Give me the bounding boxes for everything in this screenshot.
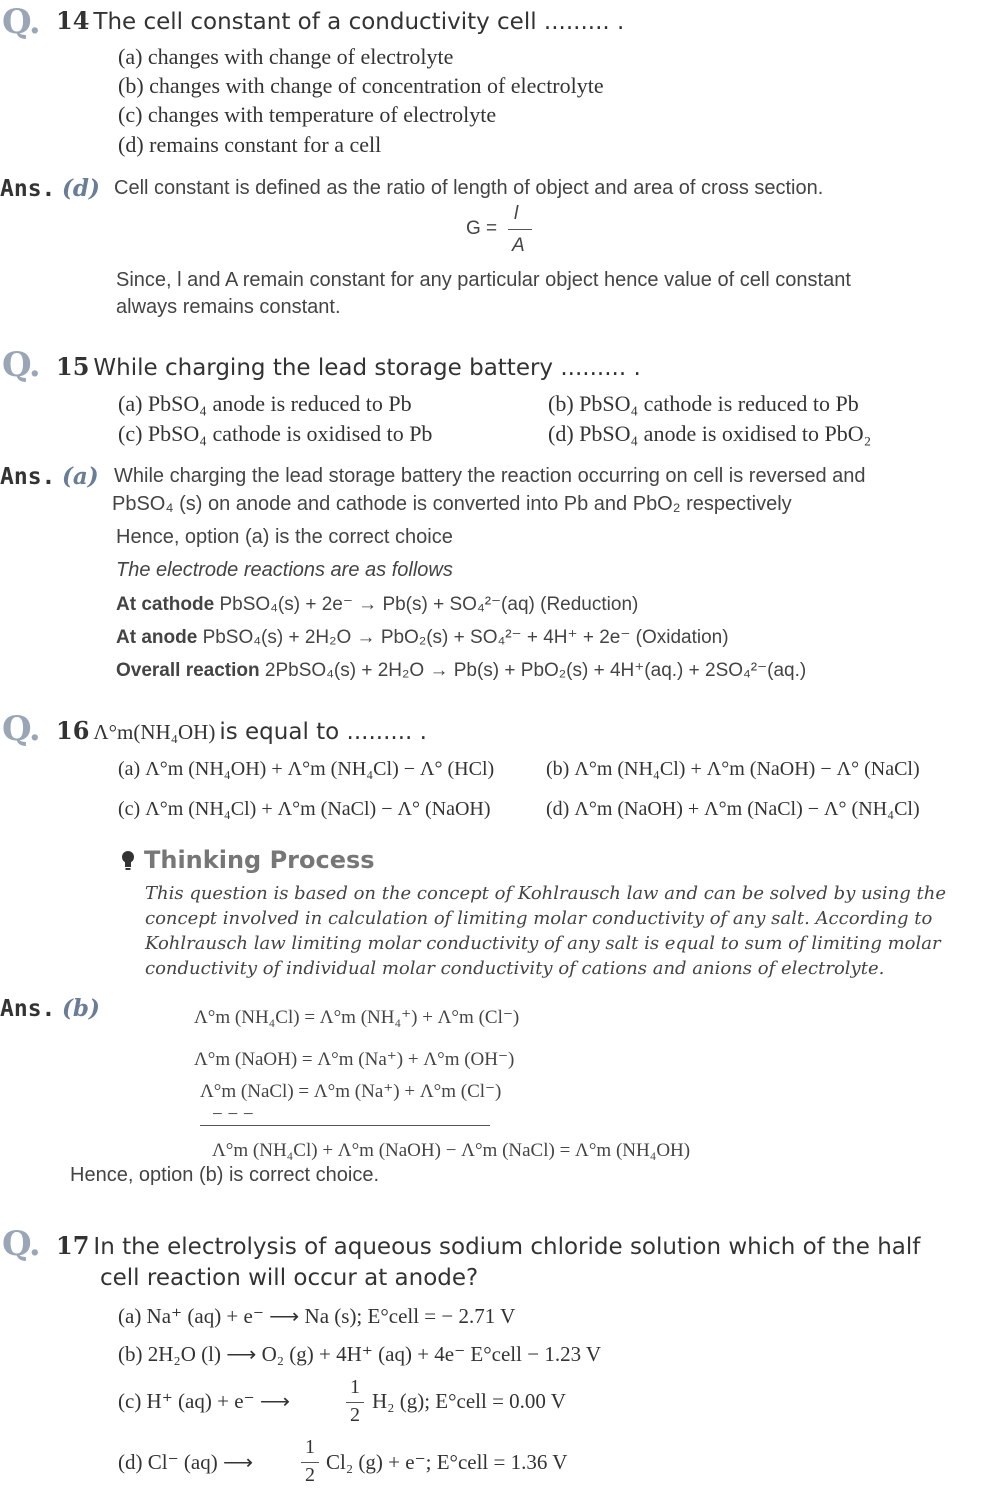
- q14-heading: [56, 6, 624, 35]
- half-numerator: 1: [305, 1436, 315, 1458]
- q15-question: While charging the lead storage battery ......... .: [93, 355, 641, 381]
- q16-result-equation: Λ°m (NH₄Cl) + Λ°m (NaOH) − Λ°m (NaCl) = Λ°m (NH₄OH): [212, 1140, 691, 1161]
- q14-answer-letter: (d): [62, 175, 100, 202]
- q15-answer-line-2: PbSO₄ (s) on anode and cathode is converted into Pb and PbO₂ respectively: [112, 493, 792, 515]
- q15-answer-line-4: The electrode reactions are as follows: [116, 559, 453, 581]
- q17-option-c: (c) H⁺ (aq) + e⁻ ⟶: [118, 1389, 290, 1413]
- q17-option-d-tail: Cl₂ (g) + e⁻; E°cell = 1.36 V: [326, 1450, 568, 1474]
- cathode-label: At cathode: [116, 594, 215, 615]
- q14-formula-lhs: G =: [466, 218, 498, 239]
- q15-option-d: (d) PbSO₄ anode is oxidised to PbO₂: [548, 421, 872, 446]
- q17-option-a: (a) Na⁺ (aq) + e⁻ ⟶ Na (s); E°cell = − 2.71 V: [118, 1304, 516, 1328]
- q14-option-c: (c) changes with temperature of electrolyte: [118, 102, 497, 127]
- thinking-process-line: This question is based on the concept of Kohlrausch law and can be solved by using the: [145, 883, 946, 904]
- q17-question-line-1: In the electrolysis of aqueous sodium chloride solution which of the half: [93, 1234, 921, 1260]
- q17-label: Q.: [2, 1224, 40, 1264]
- q14-label: Q.: [2, 2, 40, 42]
- q16-option-a: (a) Λ°m (NH₄OH) + Λ°m (NH₄Cl) − Λ° (HCl): [118, 758, 495, 780]
- q16-answer-label: Ans.: [0, 996, 56, 1022]
- q14-formula-numerator: l: [514, 203, 519, 224]
- q14-option-a: (a) changes with change of electrolyte: [118, 44, 454, 69]
- thinking-process-heading: Thinking Process: [144, 846, 375, 874]
- q16-option-b: (b) Λ°m (NH₄Cl) + Λ°m (NaOH) − Λ° (NaCl): [546, 758, 920, 780]
- q17-question-line-2: cell reaction will occur at anode?: [100, 1265, 479, 1291]
- half-fraction-bar: [346, 1402, 364, 1403]
- q15-label: Q.: [2, 345, 40, 385]
- half-denominator: 2: [350, 1404, 360, 1426]
- q17-option-c-tail: H₂ (g); E°cell = 0.00 V: [372, 1389, 566, 1413]
- thinking-process-line: concept involved in calculation of limiting molar conductivity of any salt. According to: [145, 908, 933, 929]
- lightbulb-icon: [118, 848, 138, 874]
- half-numerator: 1: [350, 1376, 360, 1398]
- q16-minus-signs: − − −: [212, 1104, 254, 1125]
- q16-answer-letter: (b): [62, 995, 100, 1022]
- q15-option-c: (c) PbSO₄ cathode is oxidised to Pb: [118, 421, 433, 446]
- q14-explanation-2: always remains constant.: [116, 296, 341, 318]
- q14-explanation-1: Since, l and A remain constant for any particular object hence value of cell constant: [116, 269, 851, 291]
- q15-option-b: (b) PbSO₄ cathode is reduced to Pb: [548, 391, 859, 416]
- q15-answer-label: Ans.: [0, 464, 56, 490]
- q16-label: Q.: [2, 709, 40, 749]
- q14-number: 14: [56, 6, 90, 35]
- q15-heading: [56, 352, 641, 381]
- anode-equation: PbSO₄(s) + 2H₂O → PbO₂(s) + SO₄²⁻ + 4H⁺ + 2e⁻ (Oxidation): [202, 627, 729, 648]
- q14-answer-text: Cell constant is defined as the ratio of length of object and area of cross section.: [114, 177, 824, 199]
- q16-question: is equal to ......... .: [219, 719, 427, 745]
- half-fraction-bar: [301, 1462, 319, 1463]
- q16-equation-2: Λ°m (NaOH) = Λ°m (Na⁺) + Λ°m (OH⁻): [194, 1049, 515, 1070]
- q14-option-b: (b) changes with change of concentration of electrolyte: [118, 73, 604, 98]
- q16-option-d: (d) Λ°m (NaOH) + Λ°m (NaCl) − Λ° (NH₄Cl): [546, 798, 920, 820]
- q16-number: 16: [56, 716, 90, 745]
- q15-cathode-reaction: [116, 593, 638, 616]
- q14-option-d: (d) remains constant for a cell: [118, 132, 382, 157]
- q15-answer-letter: (a): [62, 463, 99, 490]
- q15-answer-line-1: While charging the lead storage battery the reaction occurring on cell is reversed and: [114, 465, 866, 487]
- thinking-process-line: conductivity of individual molar conductivity of cations and anions of electrolyte.: [145, 958, 885, 979]
- q14-formula-denominator: A: [512, 235, 525, 256]
- thinking-process-line: Kohlrausch law limiting molar conductivity of any salt is equal to sum of limiting molar: [145, 933, 941, 954]
- anode-label: At anode: [116, 627, 198, 648]
- cathode-equation: PbSO₄(s) + 2e⁻ → Pb(s) + SO₄²⁻(aq) (Reduction): [219, 594, 639, 615]
- q16-conclusion: Hence, option (b) is correct choice.: [70, 1164, 380, 1186]
- q17-option-b: (b) 2H₂O (l) ⟶ O₂ (g) + 4H⁺ (aq) + 4e⁻ E°cell − 1.23 V: [118, 1342, 602, 1366]
- q17-option-d: (d) Cl⁻ (aq) ⟶: [118, 1450, 254, 1474]
- q16-option-c: (c) Λ°m (NH₄Cl) + Λ°m (NaCl) − Λ° (NaOH): [118, 798, 491, 820]
- q16-symbol: Λ°m(NH₄OH): [93, 720, 216, 744]
- q16-equation-3: Λ°m (NaCl) = Λ°m (Na⁺) + Λ°m (Cl⁻): [200, 1081, 502, 1102]
- sum-rule: [200, 1125, 490, 1126]
- q15-anode-reaction: [116, 626, 729, 649]
- overall-equation: 2PbSO₄(s) + 2H₂O → Pb(s) + PbO₂(s) + 4H⁺(aq.) + 2SO₄²⁻(aq.): [264, 660, 807, 681]
- q16-equation-1: Λ°m (NH₄Cl) = Λ°m (NH₄⁺) + Λ°m (Cl⁻): [194, 1007, 520, 1028]
- q14-question: The cell constant of a conductivity cell ......... .: [93, 9, 625, 35]
- q15-overall-reaction: [116, 659, 806, 682]
- q15-number: 15: [56, 352, 90, 381]
- q15-answer-line-3: Hence, option (a) is the correct choice: [116, 526, 453, 548]
- overall-label: Overall reaction: [116, 660, 260, 681]
- q15-option-a: (a) PbSO₄ anode is reduced to Pb: [118, 391, 412, 416]
- half-denominator: 2: [305, 1464, 315, 1486]
- q16-heading: [56, 716, 427, 745]
- q17-heading: [56, 1231, 920, 1260]
- q14-answer-label: Ans.: [0, 176, 56, 202]
- q17-number: 17: [56, 1231, 90, 1260]
- fraction-bar: [508, 229, 532, 230]
